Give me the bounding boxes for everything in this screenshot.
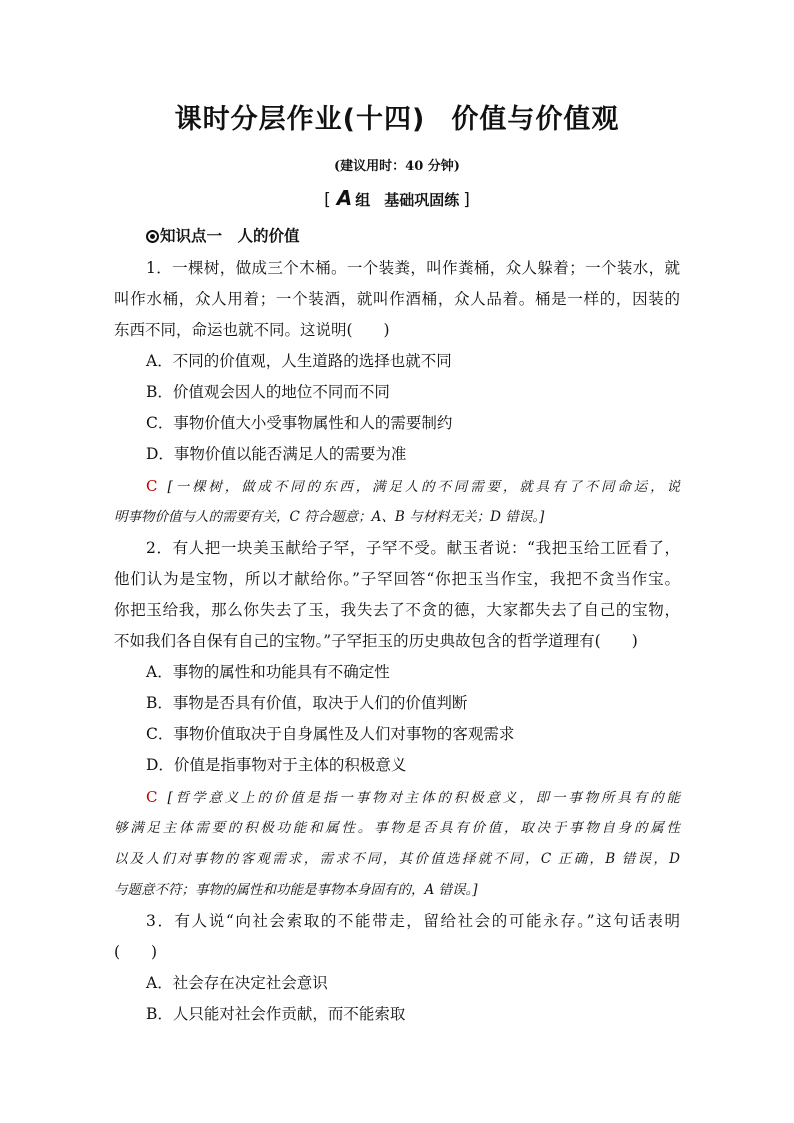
q1-option-c: C．事物价值大小受事物属性和人的需要制约 [146,414,453,432]
q2-answer: C [146,788,158,806]
knowledge-point-label: 知识点一 人的价值 [160,226,300,245]
q2-explanation-line-4: 与题意不符；事物的属性和功能是事物本身固有的，A 错误。] [114,882,478,898]
q3-option-b: B．人只能对社会作贡献，而不能索取 [146,1005,406,1023]
q2-explanation-text: [哲学意义上的价值是指一事物对主体的积极意义，即一事物所具有的能 [167,790,680,806]
group-letter: A [336,186,353,210]
q1-stem-line-2: 叫作水桶，众人用着；一个装酒，就叫作酒桶，众人品着。桶是一样的，因装的 [114,290,680,308]
suggested-time: (建议用时：40 分钟) [334,159,460,174]
q1-option-d: D．事物价值以能否满足人的需要为准 [146,445,407,463]
group-name: 基础巩固练 [384,191,460,209]
group-heading [0,186,794,210]
q2-stem-line-3: 你把玉给我，那么你失去了玉，我失去了不贪的德，大家都失去了自己的宝物， [114,601,680,619]
q3-option-a: A．社会存在决定社会意识 [146,974,328,992]
group-word: 组 [355,191,371,209]
bullet-circle-icon [146,230,159,243]
q3-stem-line-2: ( ) [114,943,158,961]
q2-option-a: A．事物的属性和功能具有不确定性 [146,663,390,681]
q2-explanation-line-3: 以及人们对事物的客观需求，需求不同，其价值选择就不同，C 正确，B 错误，D [114,851,680,867]
group-bracket-open: [ [324,190,331,210]
q2-stem-line-2: 他们认为是宝物，所以才献给你。”子罕回答“你把玉当作宝，我把不贪当作宝。 [114,570,680,588]
q2-option-c: C．事物价值取决于自身属性及人们对事物的客观需求 [146,725,515,743]
q1-explanation-line-1 [146,476,680,497]
q2-explanation-line-1 [146,787,680,808]
q2-stem-line-4: 不如我们各自保有自己的宝物。”子罕拒玉的历史典故包含的哲学道理有( ) [114,632,638,650]
q1-stem-line-1: 1．一棵树，做成三个木桶。一个装粪，叫作粪桶，众人躲着；一个装水，就 [146,259,680,277]
title-main: 课时分层作业(十四) [174,104,426,135]
title-topic: 价值与价值观 [451,104,620,135]
q1-answer: C [146,477,158,495]
page-title [0,97,794,136]
q1-option-b: B．价值观会因人的地位不同而不同 [146,383,390,401]
group-bracket-close: ] [463,190,470,210]
q1-explanation-line-2: 明事物价值与人的需要有关，C 符合题意；A、B 与材料无关；D 错误。] [114,509,545,525]
q2-stem-line-1: 2．有人把一块美玉献给子罕，子罕不受。献玉者说：“我把玉给工匠看了， [146,539,680,557]
q3-stem-line-1: 3．有人说“向社会索取的不能带走，留给社会的可能永存。”这句话表明 [146,912,680,930]
knowledge-point-heading [146,226,300,246]
q1-option-a: A．不同的价值观，人生道路的选择也就不同 [146,352,452,370]
q1-explanation-text: [一棵树，做成不同的东西，满足人的不同需要，就具有了不同命运，说 [167,479,680,495]
q2-option-b: B．事物是否具有价值，取决于人们的价值判断 [146,694,468,712]
q2-option-d: D．价值是指事物对于主体的积极意义 [146,756,407,774]
q2-explanation-line-2: 够满足主体需要的积极功能和属性。事物是否具有价值，取决于事物自身的属性 [114,820,680,836]
q1-stem-line-3: 东西不同，命运也就不同。这说明( ) [114,321,390,339]
